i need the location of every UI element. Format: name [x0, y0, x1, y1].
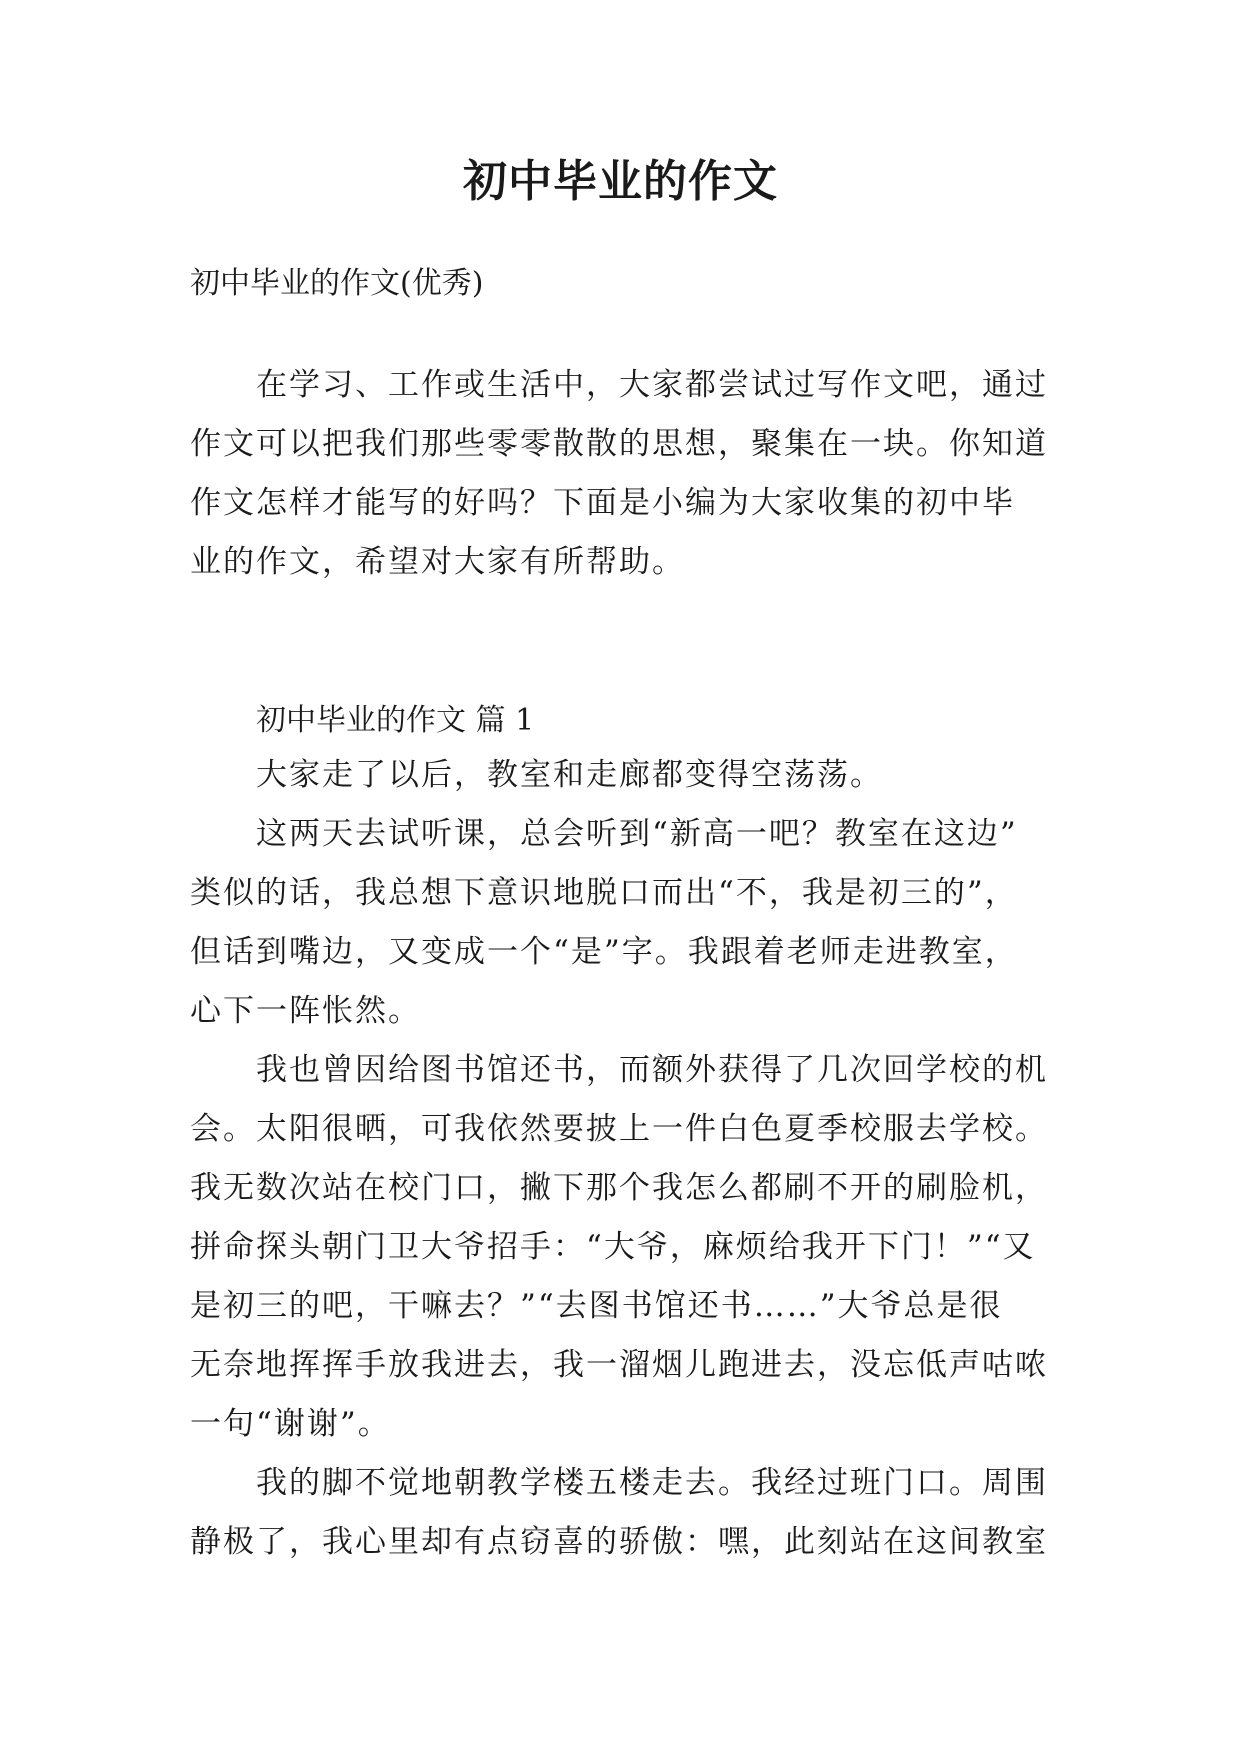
- body-line: 静极了，我心里却有点窃喜的骄傲：嘿，此刻站在这间教室: [190, 1524, 1048, 1560]
- body-line: 我无数次站在校门口，撇下那个我怎么都刷不开的刷脸机，: [190, 1170, 1048, 1206]
- body-line: 我的脚不觉地朝教学楼五楼走去。我经过班门口。周围: [256, 1465, 1048, 1501]
- intro-line: 业的作文，希望对大家有所帮助。: [190, 544, 685, 580]
- body-line: 大家走了以后，教室和走廊都变得空荡荡。: [256, 757, 883, 793]
- body-line: 会。太阳很晒，可我依然要披上一件白色夏季校服去学校。: [190, 1111, 1048, 1147]
- body-line: 拼命探头朝门卫大爷招手：“大爷，麻烦给我开下门！”“又: [190, 1229, 1036, 1265]
- intro-line: 作文怎样才能写的好吗？下面是小编为大家收集的初中毕: [190, 485, 1015, 521]
- body-line: 无奈地挥挥手放我进去，我一溜烟儿跑进去，没忘低声咕哝: [190, 1347, 1048, 1383]
- article-body: [190, 746, 1050, 1572]
- body-line: 但话到嘴边，又变成一个“是”字。我跟着老师走进教室，: [190, 934, 1018, 970]
- body-line: 类似的话，我总想下意识地脱口而出“不，我是初三的”，: [190, 875, 1018, 911]
- body-line: 我也曾因给图书馆还书，而额外获得了几次回学校的机: [256, 1052, 1048, 1088]
- body-line: 一句“谢谢”。: [190, 1406, 391, 1442]
- body-line: 是初三的吧，干嘛去？”“去图书馆还书……”大爷总是很: [190, 1288, 1003, 1324]
- article-heading: 初中毕业的作文 篇 1: [256, 703, 535, 738]
- document-subtitle: 初中毕业的作文(优秀): [190, 266, 484, 301]
- intro-line: 作文可以把我们那些零零散散的思想，聚集在一块。你知道: [190, 426, 1048, 462]
- document-title: 初中毕业的作文: [463, 156, 778, 207]
- intro-line: 在学习、工作或生活中，大家都尝试过写作文吧，通过: [256, 367, 1048, 403]
- intro-paragraph: [190, 356, 1050, 592]
- body-line: 心下一阵怅然。: [190, 993, 421, 1029]
- body-line: 这两天去试听课，总会听到“新高一吧？教室在这边”: [256, 816, 1018, 852]
